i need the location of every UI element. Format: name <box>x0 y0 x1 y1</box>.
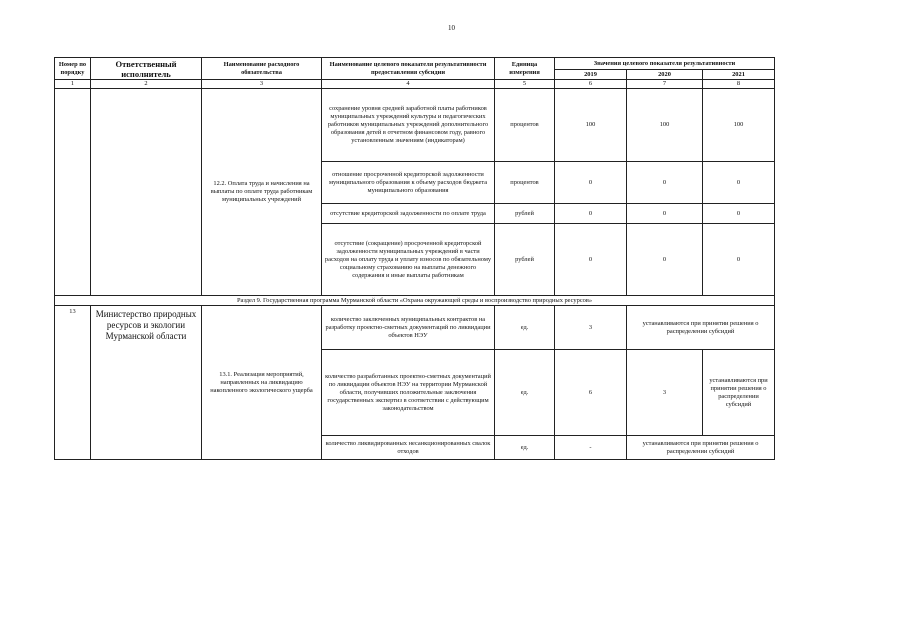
header-obligation: Наименование расходного обязательства <box>202 58 322 80</box>
value-2019: 3 <box>555 306 627 350</box>
indicator-cell: отношение просроченной кредиторской задолженности муниципального образования к объему расходов бюджета муниципального образования <box>322 162 495 204</box>
indicator-cell: сохранение уровня средней заработной платы работников муниципальных учреждений культуры и педагогических работников муниципальных учреждений дополнительного образования детей в отчетном финансовом году, равного установленным значениям (индикаторам) <box>322 89 495 162</box>
page-number: 10 <box>448 24 455 32</box>
value-2020: 0 <box>627 162 703 204</box>
section-row <box>55 296 775 306</box>
number-cell: 13 <box>55 306 91 460</box>
value-2020-2021: устанавливаются при принятии решения о распределении субсидий <box>627 436 775 460</box>
unit-cell: ед. <box>495 436 555 460</box>
indicator-cell: отсутствие (сокращение) просроченной кредиторской задолженности муниципальных учреждений в части расходов на оплату труда и уплату взносов по обязательному социальному страхованию на выплаты денежного содержания и иные выплаты работникам <box>322 224 495 296</box>
unit-cell: процентов <box>495 89 555 162</box>
indicator-cell: количество разработанных проектно-сметных документаций по ликвидации объектов НЭУ на территории Мурманской области, получивших положительные заключения государственных экспертиз в соответствии с действующим законодательством <box>322 350 495 436</box>
index-cell: 4 <box>322 80 495 89</box>
value-2019: 0 <box>555 204 627 224</box>
unit-cell: процентов <box>495 162 555 204</box>
value-2021: 0 <box>703 204 775 224</box>
table-row <box>55 89 775 162</box>
value-2019: 0 <box>555 162 627 204</box>
section-title: Раздел 9. Государственная программа Мурманской области «Охрана окружающей среды и воспроизводство природных ресурсов» <box>55 296 775 306</box>
header-2021: 2021 <box>703 70 775 80</box>
value-2019: 0 <box>555 224 627 296</box>
index-cell: 2 <box>91 80 202 89</box>
index-row <box>55 80 775 89</box>
index-cell: 8 <box>703 80 775 89</box>
number-cell-empty <box>55 89 91 296</box>
header-2020: 2020 <box>627 70 703 80</box>
value-2020: 0 <box>627 204 703 224</box>
executor-cell: Министерство природных ресурсов и экологии Мурманской области <box>91 306 202 460</box>
value-2021: устанавливаются при принятии решения о распределении субсидий <box>703 350 775 436</box>
header-indicator: Наименование целевого показателя результативности предоставления субсидии <box>322 58 495 80</box>
value-2020: 3 <box>627 350 703 436</box>
header-unit: Единица измерения <box>495 58 555 80</box>
executor-cell-empty <box>91 89 202 296</box>
indicator-cell: отсутствие кредиторской задолженности по оплате труда <box>322 204 495 224</box>
header-number: Номер по порядку <box>55 58 91 80</box>
index-cell: 5 <box>495 80 555 89</box>
header-2019: 2019 <box>555 70 627 80</box>
index-cell: 1 <box>55 80 91 89</box>
value-2021: 0 <box>703 224 775 296</box>
indicator-cell: количество ликвидированных несанкционированных свалок отходов <box>322 436 495 460</box>
index-cell: 6 <box>555 80 627 89</box>
indicator-cell: количество заключенных муниципальных контрактов на разработку проектно-сметных документаций по ликвидации объектов НЭУ <box>322 306 495 350</box>
unit-cell: ед. <box>495 306 555 350</box>
value-2019: 6 <box>555 350 627 436</box>
value-2019: - <box>555 436 627 460</box>
unit-cell: рублей <box>495 224 555 296</box>
header-executor: Ответственный исполнитель <box>91 58 202 80</box>
obligation-cell: 12.2. Оплата труда и начисления на выплаты по оплате труда работникам муниципальных учреждений <box>202 89 322 296</box>
value-2021: 100 <box>703 89 775 162</box>
index-cell: 7 <box>627 80 703 89</box>
value-2020: 0 <box>627 224 703 296</box>
value-2020-2021: устанавливаются при принятии решения о распределении субсидий <box>627 306 775 350</box>
value-2021: 0 <box>703 162 775 204</box>
unit-cell: рублей <box>495 204 555 224</box>
indicators-table <box>54 57 775 460</box>
obligation-cell: 13.1. Реализация мероприятий, направленных на ликвидацию накопленного экологического ущерба <box>202 306 322 460</box>
value-2019: 100 <box>555 89 627 162</box>
header-values: Значения целевого показателя результативности <box>555 58 775 70</box>
unit-cell: ед. <box>495 350 555 436</box>
table-row <box>55 306 775 350</box>
value-2020: 100 <box>627 89 703 162</box>
index-cell: 3 <box>202 80 322 89</box>
